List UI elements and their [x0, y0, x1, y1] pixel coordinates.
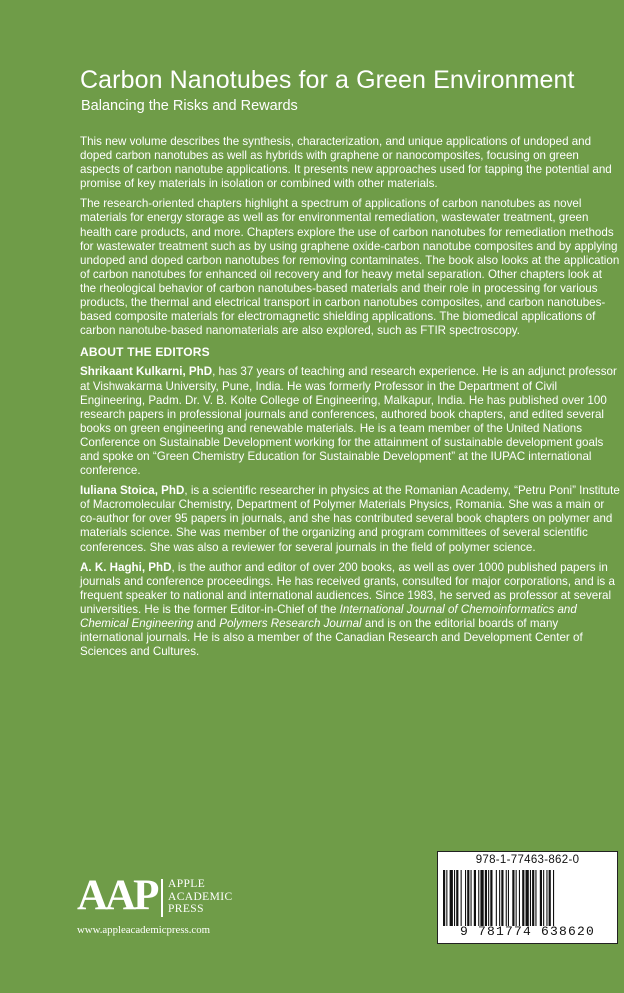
barcode-bars	[443, 870, 612, 926]
barcode-bar	[443, 870, 445, 926]
barcode-bar	[465, 870, 466, 926]
barcode-bar	[474, 870, 476, 926]
barcode-bar	[522, 870, 524, 926]
barcode-bar	[519, 870, 520, 926]
barcode-bar	[508, 870, 509, 926]
publisher-name-line: PRESS	[168, 903, 204, 915]
barcode-bar	[490, 870, 492, 926]
editor-bio-text: and	[193, 617, 220, 630]
editor-name: A. K. Haghi, PhD	[80, 560, 172, 574]
editor-name: Iuliana Stoica, PhD	[80, 484, 185, 498]
barcode-bar	[506, 870, 507, 926]
editor-bio-text: and is on the editorial boards of many international journals. He is also a member of the Canadian Research and Development Center of Sciences and Cultures.	[80, 617, 583, 659]
book-subtitle: Balancing the Risks and Rewards	[81, 98, 298, 114]
barcode-bar	[471, 870, 472, 926]
editor-bio	[80, 484, 620, 554]
barcode-bar	[530, 870, 531, 926]
publisher-logo	[77, 873, 277, 923]
logo-divider	[161, 879, 163, 917]
barcode-bar	[553, 870, 554, 926]
publisher-name-line: APPLE	[168, 878, 206, 890]
barcode-bar	[540, 870, 542, 926]
barcode-bar	[461, 870, 462, 926]
publisher-logo-mark: AAP	[77, 872, 157, 919]
barcode-bar	[480, 870, 483, 926]
publisher-name-line: ACADEMIC	[168, 890, 233, 903]
barcode-bar	[488, 870, 489, 926]
book-title: Carbon Nanotubes for a Green Environment	[80, 66, 575, 94]
editor-bio	[80, 561, 620, 660]
barcode-bar	[526, 870, 529, 926]
barcode-bar	[549, 870, 551, 926]
description-paragraph: This new volume describes the synthesis, characterization, and unique applications of undoped and doped carbon nanotubes as well as hybrids with graphene or nanocomposites, focusing on green aspects of carbon nanotube applications. It presents new approaches used for tapping the potential and promise of key materials in isolation or combined with other materials.	[80, 135, 612, 191]
barcode-bar	[467, 870, 469, 926]
editor-bio-text: , has 37 years of teaching and research experience. He is an adjunct professor at Vishwakarma University, Pune, India. He was formerly Professor in the Department of Civil Engineering, Padm. Dr. V. B. Kolte College of Engineering, Malkapur, India. He has published over 100 research papers in professional journals and conferences, authored book chapters, and edited several books on green engineering and renewable materials. He is a team member of the United Nations Conference on Sustainable Development working for the attainment of sustainable development goals and spoke on “Green Chemistry Education for Sustainable Development” at the IUPAC international conference.	[80, 365, 617, 478]
publisher-url[interactable]: www.appleacademicpress.com	[77, 924, 211, 936]
editor-bio	[80, 365, 620, 478]
isbn-number: 978-1-77463-862-0	[475, 854, 580, 866]
publisher-name	[168, 878, 233, 916]
barcode-bar	[512, 870, 514, 926]
editor-bio-text: , is the author and editor of over 200 books, as well as over 1000 published papers in journals and conference proceedings. He has received grants, consulted for major corporations, and is a frequent speaker to national and international audiences. Since 1983, he served as professor at several universities. He is the former Editor-in-Chief of the	[80, 560, 615, 616]
barcode-bar	[516, 870, 517, 926]
journal-title: International Journal of Chemoinformatics and Chemical Engineering	[80, 602, 577, 630]
editors-heading: ABOUT THE EDITORS	[80, 345, 210, 360]
barcode-bar	[501, 870, 503, 926]
barcode-bar	[450, 870, 453, 926]
barcode-bar	[478, 870, 479, 926]
back-cover-text	[80, 135, 620, 665]
barcode-bar	[499, 870, 500, 926]
barcode-bar	[543, 870, 544, 926]
barcode-bar	[485, 870, 487, 926]
barcode-bar	[535, 870, 536, 926]
barcode-bar	[532, 870, 534, 926]
description-paragraph: The research-oriented chapters highlight a spectrum of applications of carbon nanotubes as novel materials for energy storage as well as for environmental remediation, wastewater treatment, green health care products, and more. Chapters explore the use of carbon nanotubes for remediation methods for wastewater treatment such as by using graphene oxide-carbon nanotube composites and by applying undoped and doped carbon nanotubes for removing contaminates. The book also looks at the application of carbon nanotubes for enhanced oil recovery and for heavy metal separation. Other chapters look at the rheological behavior of carbon nanotubes-based materials and their role in processing for various products, the thermal and electrical transport in carbon nanotubes composites, and carbon nanotubes-based composite materials for electromagnetic shielding applications. The biomedical applications of carbon nanotube-based nanomaterials are also explored, such as FTIR spectroscopy.	[80, 197, 620, 338]
barcode-bar	[446, 870, 447, 926]
editor-bio-text: , is a scientific researcher in physics at the Romanian Academy, “Petru Poni” Institute of Macromolecular Chemistry, Department of Polymer Materials Physics, Romania. She was a main or co-author for over 95 papers in journals, and she has contributed several book chapters on polymer and materials science. She was member of the organizing and program committees of several scientific conferences. She was also a reviewer for several journals in the field of polymer science.	[80, 484, 620, 554]
barcode-bar	[454, 870, 455, 926]
barcode-digits: 9 781774 638620	[459, 924, 596, 939]
barcode-bar	[456, 870, 458, 926]
barcode-bar	[546, 870, 547, 926]
barcode-bar	[496, 870, 497, 926]
isbn-barcode	[437, 851, 618, 944]
editor-name: Shrikaant Kulkarni, PhD	[80, 365, 213, 379]
journal-title: Polymers Research Journal	[219, 617, 362, 630]
